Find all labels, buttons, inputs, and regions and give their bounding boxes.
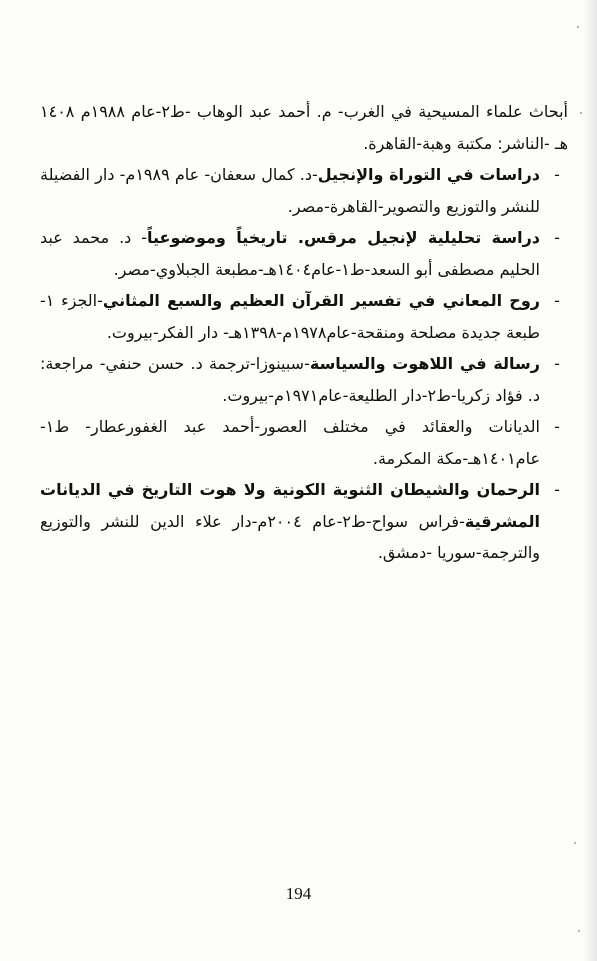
entry-details: الديانات والعقائد في مختلف العصور-أحمد عبد الغفورعطار- ط١-عام١٤٠١هـ-مكة المكرمة. bbox=[40, 417, 540, 468]
entry-title: دراسات في التوراة والإنجيل bbox=[317, 165, 540, 184]
entry-bullet: - bbox=[554, 291, 560, 310]
entry-details: -فراس سواح-ط٢-عام ٢٠٠٤م-دار علاء الدين للنشر والتوزيع والترجمة-سوريا -دمشق. bbox=[40, 511, 540, 562]
entry-details: - د. محمد عبد الحليم مصطفى أبو السعد-ط١-عام١٤٠٤هـ-مطبعة الجبلاوي-مصر. bbox=[40, 228, 540, 279]
scan-speck bbox=[578, 930, 580, 932]
bibliography-entry bbox=[40, 348, 568, 411]
entry-details: أبحاث علماء المسيحية في الغرب- م. أحمد عبد الوهاب -ط٢-عام ١٩٨٨م ١٤٠٨ هـ -الناشر: مكتبة وهبة-القاهرة. bbox=[40, 102, 568, 153]
entry-bullet: - bbox=[554, 228, 560, 247]
entry-details: -سبينوزا-ترجمة د. حسن حنفي- مراجعة: د. فؤاد زكريا-ط٢-دار الطليعة-عام١٩٧١م-بيروت. bbox=[40, 354, 540, 405]
entry-details: -د. كمال سعفان- عام ١٩٨٩م- دار الفضيلة للنشر والتوزيع والتصوير-القاهرة-مصر. bbox=[40, 165, 540, 216]
bibliography-entry bbox=[40, 411, 568, 474]
bibliography-entry bbox=[40, 222, 568, 285]
entry-details: -الجزء ١-طبعة جديدة مصلحة ومنقحة-عام١٩٧٨م-١٣٩٨هـ- دار الفكر-بيروت. bbox=[40, 291, 540, 342]
entry-bullet: - bbox=[554, 165, 560, 184]
entry-title: روح المعاني في تفسير القرآن العظيم والسبع المثاني bbox=[102, 291, 540, 310]
bibliography-entry bbox=[40, 285, 568, 348]
bibliography-entry bbox=[40, 96, 568, 159]
entry-title: دراسة تحليلية لإنجيل مرقس. تاريخياً وموضوعياً bbox=[146, 228, 541, 247]
entry-title: الرحمان والشيطان الثنوية الكونية ولا هوت التاريخ في الديانات المشرقية bbox=[40, 480, 541, 531]
page-number: 194 bbox=[285, 884, 312, 903]
entry-bullet: - bbox=[554, 354, 560, 373]
entry-title: رسالة في اللاهوت والسياسة bbox=[309, 354, 540, 373]
scan-speck bbox=[577, 26, 579, 28]
entry-bullet: - bbox=[554, 417, 560, 436]
bibliography-entry bbox=[40, 474, 568, 569]
bibliography-list bbox=[40, 96, 568, 569]
entry-bullet: - bbox=[554, 480, 560, 499]
scan-speck bbox=[574, 842, 576, 844]
bibliography-entry bbox=[40, 159, 568, 222]
scan-shadow-edge bbox=[583, 0, 597, 961]
scan-speck bbox=[580, 112, 582, 114]
